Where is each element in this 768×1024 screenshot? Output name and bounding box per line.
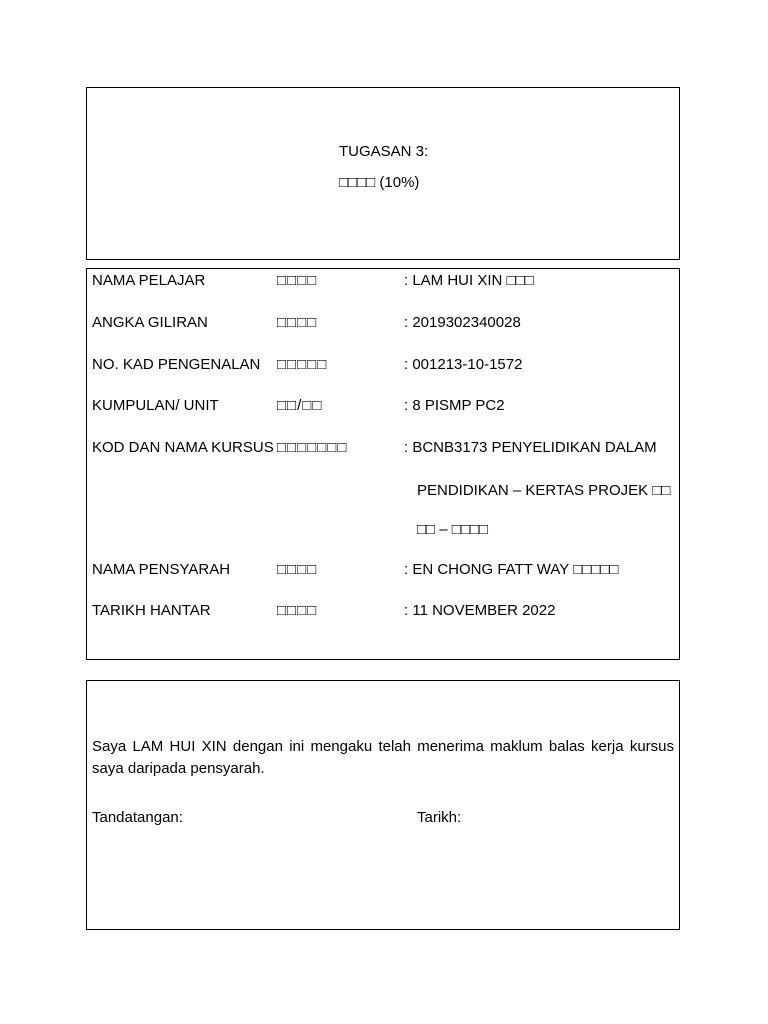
course-name-continuation: PENDIDIKAN – KERTAS PROJEK □□ <box>417 482 671 499</box>
title-box <box>86 87 680 260</box>
info-label: NAMA PENSYARAH <box>92 561 231 578</box>
info-value: : LAM HUI XIN □□□ <box>404 272 534 289</box>
info-row-ic-number <box>87 356 679 378</box>
signature-label: Tandatangan: <box>92 809 183 826</box>
info-label-cjk: □□/□□ <box>277 397 323 414</box>
course-name-continuation: □□ – □□□□ <box>417 521 489 538</box>
assignment-title: TUGASAN 3: <box>339 143 429 160</box>
info-value: : EN CHONG FATT WAY □□□□□ <box>404 561 619 578</box>
date-label: Tarikh: <box>417 809 462 826</box>
info-label: KOD DAN NAMA KURSUS <box>92 439 274 456</box>
declaration-box <box>86 680 680 930</box>
info-label-cjk: □□□□ <box>277 602 318 619</box>
student-info-box <box>86 268 680 660</box>
info-row-submission-date <box>87 602 679 624</box>
info-label: TARIKH HANTAR <box>92 602 211 619</box>
info-value: : 001213-10-1572 <box>404 356 523 373</box>
info-label: ANGKA GILIRAN <box>92 314 208 331</box>
info-row-lecturer <box>87 561 679 583</box>
info-label-cjk: □□□□ <box>277 561 318 578</box>
info-row-group-unit <box>87 397 679 419</box>
assignment-subtitle: □□□□ (10%) <box>339 174 420 191</box>
declaration-text: Saya LAM HUI XIN dengan ini mengaku telah menerima maklum balas kerja kursus saya daripada pensyarah. <box>92 738 674 777</box>
info-row-index-number <box>87 314 679 336</box>
info-label: KUMPULAN/ UNIT <box>92 397 219 414</box>
info-label: NAMA PELAJAR <box>92 272 206 289</box>
info-label-cjk: □□□□□ <box>277 356 328 373</box>
info-label-cjk: □□□□□□□ <box>277 439 348 456</box>
info-value: : 11 NOVEMBER 2022 <box>404 602 556 619</box>
info-row-student-name <box>87 272 679 294</box>
info-label: NO. KAD PENGENALAN <box>92 356 261 373</box>
info-label-cjk: □□□□ <box>277 272 318 289</box>
info-value: : BCNB3173 PENYELIDIKAN DALAM <box>404 439 657 456</box>
info-value: : 2019302340028 <box>404 314 521 331</box>
info-value: : 8 PISMP PC2 <box>404 397 505 414</box>
info-label-cjk: □□□□ <box>277 314 318 331</box>
info-row-course <box>87 439 679 461</box>
